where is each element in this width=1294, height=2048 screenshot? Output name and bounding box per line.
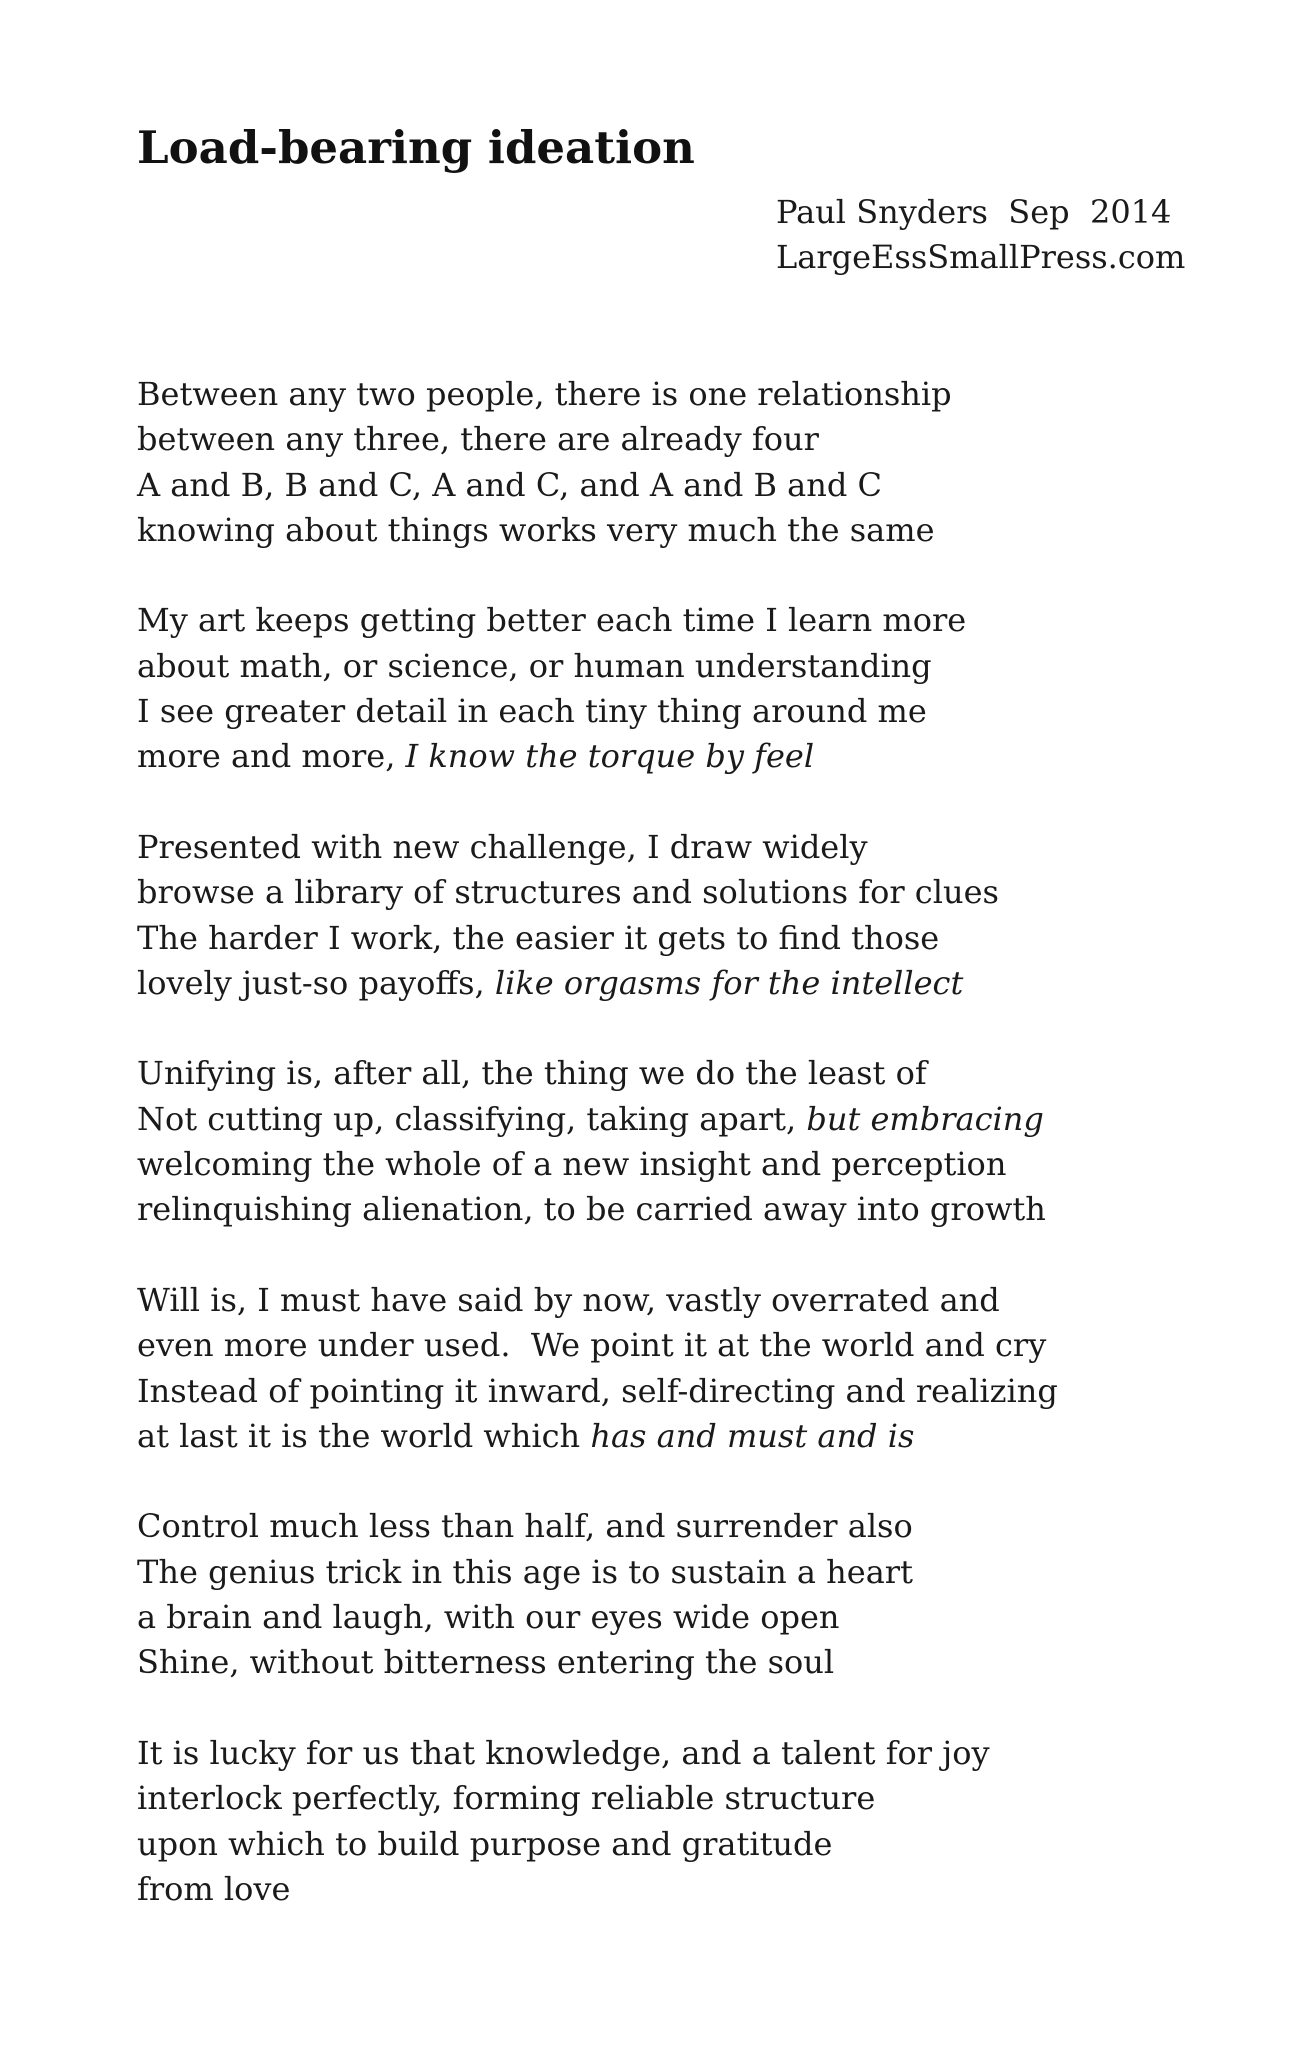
line-text: about math, or science, or human understanding	[137, 646, 932, 685]
poem-line	[137, 916, 1197, 961]
stanza	[137, 598, 1197, 779]
author-date: Paul Snyders Sep 2014	[776, 193, 1172, 231]
poem-line	[137, 1731, 1197, 1776]
line-text: The harder I work, the easier it gets to find those	[137, 918, 940, 957]
line-text: Instead of pointing it inward, self-directing and realizing	[137, 1371, 1058, 1410]
line-text: I see greater detail in each tiny thing around me	[137, 692, 927, 731]
line-text: Control much less than half, and surrender also	[137, 1507, 913, 1546]
poem-line	[137, 1187, 1197, 1232]
poem-line	[137, 689, 1197, 734]
line-italic-text: but embracing	[806, 1099, 1044, 1138]
line-text: A and B, B and C, A and C, and A and B and C	[137, 465, 882, 504]
line-text: lovely just-so payoffs,	[137, 963, 495, 1002]
line-text: knowing about things works very much the same	[137, 510, 935, 549]
poem-line	[137, 1822, 1197, 1867]
poem-line	[137, 870, 1197, 915]
poem-line	[137, 825, 1197, 870]
website: LargeEssSmallPress.com	[776, 238, 1186, 276]
poem-line	[137, 1278, 1197, 1323]
line-italic-text: like orgasms for the intellect	[494, 963, 964, 1002]
line-text: Will is, I must have said by now, vastly overrated and	[137, 1280, 1000, 1319]
stanza	[137, 1731, 1197, 1912]
line-italic-text: has and must and is	[590, 1416, 915, 1455]
poem-line	[137, 372, 1197, 417]
stanza	[137, 1051, 1197, 1232]
poem-line	[137, 1051, 1197, 1096]
poem-line	[137, 417, 1197, 462]
line-text: browse a library of structures and solutions for clues	[137, 873, 999, 912]
poem-line	[137, 1595, 1197, 1640]
line-text: welcoming the whole of a new insight and perception	[137, 1145, 1007, 1184]
poem-line	[137, 961, 1197, 1006]
line-text: more and more,	[137, 737, 406, 776]
line-text: Unifying is, after all, the thing we do the least of	[137, 1054, 927, 1093]
line-text: My art keeps getting better each time I learn more	[137, 601, 967, 640]
line-text: from love	[137, 1869, 291, 1908]
poem-line	[137, 1640, 1197, 1685]
byline	[776, 190, 1185, 280]
line-text: It is lucky for us that knowledge, and a talent for joy	[137, 1733, 990, 1772]
line-italic-text: I know the torque by feel	[405, 737, 815, 776]
poem-line	[137, 1867, 1197, 1912]
poem-line	[137, 1504, 1197, 1549]
line-text: at last it is the world which	[137, 1416, 591, 1455]
line-text: Shine, without bitterness entering the soul	[137, 1643, 835, 1682]
poem-line	[137, 1369, 1197, 1414]
line-text: relinquishing alienation, to be carried away into growth	[137, 1190, 1046, 1229]
poem-line	[137, 644, 1197, 689]
stanza	[137, 1278, 1197, 1459]
stanza	[137, 372, 1197, 553]
poem-body	[137, 372, 1197, 1957]
line-text: interlock perfectly, forming reliable structure	[137, 1779, 876, 1818]
stanza	[137, 825, 1197, 1006]
poem-line	[137, 508, 1197, 553]
line-text: The genius trick in this age is to sustain a heart	[137, 1552, 913, 1591]
line-text: even more under used. We point it at the world and cry	[137, 1326, 1047, 1365]
stanza	[137, 1504, 1197, 1685]
poem-line	[137, 1550, 1197, 1595]
line-text: a brain and laugh, with our eyes wide open	[137, 1598, 840, 1637]
line-text: Between any two people, there is one relationship	[137, 375, 952, 413]
line-text: upon which to build purpose and gratitude	[137, 1824, 833, 1863]
poem-line	[137, 598, 1197, 643]
poem-line	[137, 734, 1197, 779]
line-text: Presented with new challenge, I draw widely	[137, 827, 868, 866]
poem-line	[137, 463, 1197, 508]
poem-line	[137, 1097, 1197, 1142]
line-text: Not cutting up, classifying, taking apart,	[137, 1099, 807, 1138]
poem-line	[137, 1414, 1197, 1459]
poem-line	[137, 1323, 1197, 1368]
line-text: between any three, there are already four	[137, 420, 819, 459]
poem-line	[137, 1776, 1197, 1821]
poem-line	[137, 1142, 1197, 1187]
poem-title: Load-bearing ideation	[137, 121, 695, 174]
